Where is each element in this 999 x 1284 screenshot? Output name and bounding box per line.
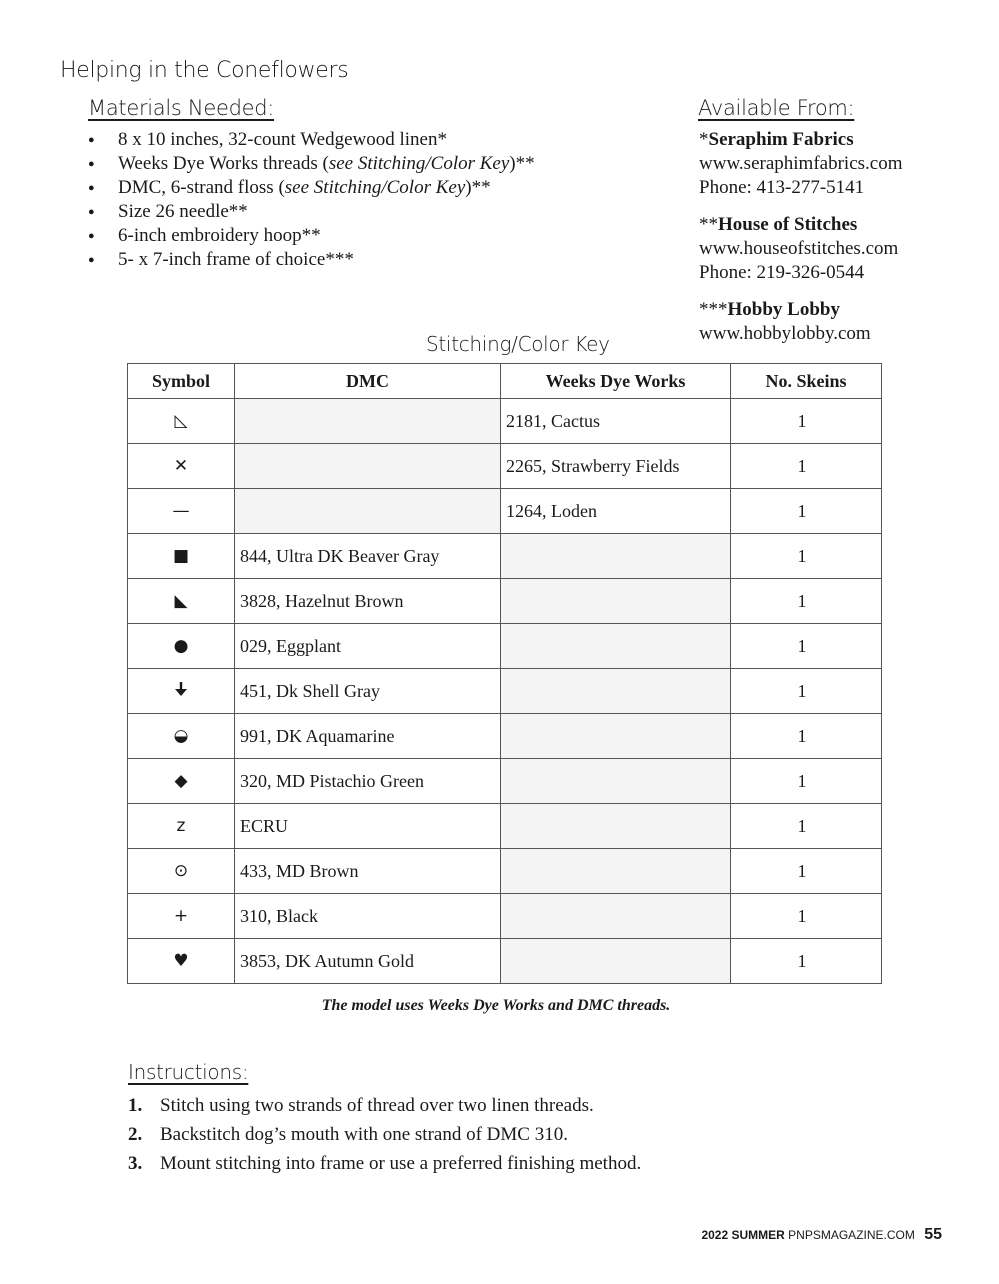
table-row xyxy=(128,669,882,714)
weeks-dye-works-cell xyxy=(501,759,731,804)
table-row xyxy=(128,804,882,849)
skeins-cell: 1 xyxy=(731,759,882,804)
step-text: Backstitch dog’s mouth with one strand of DMC 310. xyxy=(160,1124,568,1145)
source-marker: * xyxy=(699,129,709,150)
half-filled-circle-icon: ◒ xyxy=(128,714,235,759)
skeins-cell: 1 xyxy=(731,939,882,984)
materials-item: ● Weeks Dye Works threads (see Stitching/Color Key)** xyxy=(88,152,535,176)
column-header-weeks-dye-works: Weeks Dye Works xyxy=(501,364,731,399)
instructions-heading: Instructions: xyxy=(128,1060,249,1084)
table-row xyxy=(128,894,882,939)
plus-icon: + xyxy=(128,894,235,939)
weeks-dye-works-cell xyxy=(501,534,731,579)
dmc-cell: 991, DK Aquamarine xyxy=(235,714,501,759)
table-row xyxy=(128,624,882,669)
skeins-cell: 1 xyxy=(731,714,882,759)
source-name: House of Stitches xyxy=(718,214,858,235)
source-marker: ** xyxy=(699,214,718,235)
dmc-cell: 029, Eggplant xyxy=(235,624,501,669)
materials-item: ● 8 x 10 inches, 32-count Wedgewood linen* xyxy=(88,128,535,152)
color-key-heading: Stitching/Color Key xyxy=(426,332,610,356)
step-number: 3. xyxy=(128,1153,143,1174)
materials-item: ● 6-inch embroidery hoop** xyxy=(88,224,535,248)
weeks-dye-works-cell xyxy=(501,714,731,759)
page-title: Helping in the Coneflowers xyxy=(60,58,349,83)
skeins-cell: 1 xyxy=(731,624,882,669)
table-row xyxy=(128,399,882,444)
table-row xyxy=(128,759,882,804)
step-number: 1. xyxy=(128,1095,143,1116)
weeks-dye-works-cell: 2181, Cactus xyxy=(501,399,731,444)
skeins-cell: 1 xyxy=(731,894,882,939)
cross-icon: ✕ xyxy=(128,444,235,489)
source-name: Seraphim Fabrics xyxy=(708,129,854,150)
step-text: Stitch using two strands of thread over two linen threads. xyxy=(160,1095,594,1116)
skeins-cell: 1 xyxy=(731,444,882,489)
heart-icon: ♥ xyxy=(128,939,235,984)
skeins-cell: 1 xyxy=(731,534,882,579)
filled-circle-icon: ● xyxy=(128,624,235,669)
weeks-dye-works-cell xyxy=(501,939,731,984)
dmc-cell xyxy=(235,489,501,534)
weeks-dye-works-cell xyxy=(501,624,731,669)
table-row xyxy=(128,714,882,759)
instruction-step xyxy=(128,1151,641,1180)
footer-site: PNPSMAGAZINE.COM xyxy=(788,1228,915,1242)
materials-list xyxy=(88,128,535,272)
source-seraphim xyxy=(699,128,902,200)
source-phone: Phone: 413-277-5141 xyxy=(699,177,865,198)
source-url: www.houseofstitches.com xyxy=(699,238,899,259)
table-row xyxy=(128,939,882,984)
down-arrow-icon xyxy=(174,681,188,697)
table-row xyxy=(128,489,882,534)
weeks-dye-works-cell xyxy=(501,579,731,624)
diamond-icon: ◆ xyxy=(128,759,235,804)
filled-triangle-icon: ◣ xyxy=(128,579,235,624)
skeins-cell: 1 xyxy=(731,489,882,534)
down-arrow-icon xyxy=(128,669,235,714)
weeks-dye-works-cell xyxy=(501,894,731,939)
dmc-cell: 3853, DK Autumn Gold xyxy=(235,939,501,984)
weeks-dye-works-cell: 2265, Strawberry Fields xyxy=(501,444,731,489)
dmc-cell xyxy=(235,399,501,444)
source-url: www.hobbylobby.com xyxy=(699,323,871,344)
filled-square-icon: ■ xyxy=(128,534,235,579)
weeks-dye-works-cell xyxy=(501,669,731,714)
materials-item: ● 5- x 7-inch frame of choice*** xyxy=(88,248,535,272)
table-row xyxy=(128,534,882,579)
skeins-cell: 1 xyxy=(731,849,882,894)
dotted-circle-icon: ⊙ xyxy=(128,849,235,894)
table-row xyxy=(128,579,882,624)
materials-heading: Materials Needed: xyxy=(88,96,275,120)
dmc-cell: 3828, Hazelnut Brown xyxy=(235,579,501,624)
skeins-cell: 1 xyxy=(731,399,882,444)
column-header-dmc: DMC xyxy=(235,364,501,399)
source-marker: *** xyxy=(699,299,728,320)
page-number: 55 xyxy=(924,1226,942,1243)
table-row xyxy=(128,849,882,894)
skeins-cell: 1 xyxy=(731,579,882,624)
footer-issue: 2022 SUMMER xyxy=(701,1228,785,1242)
column-header-skeins: No. Skeins xyxy=(731,364,882,399)
weeks-dye-works-cell xyxy=(501,804,731,849)
source-phone: Phone: 219-326-0544 xyxy=(699,262,865,283)
instruction-step xyxy=(128,1122,641,1151)
step-text: Mount stitching into frame or use a preferred finishing method. xyxy=(160,1153,642,1174)
instruction-step xyxy=(128,1093,641,1122)
table-header-row xyxy=(128,364,882,399)
color-key-table xyxy=(127,363,882,984)
available-sources xyxy=(699,128,902,359)
weeks-dye-works-cell: 1264, Loden xyxy=(501,489,731,534)
dmc-cell: 433, MD Brown xyxy=(235,849,501,894)
skeins-cell: 1 xyxy=(731,804,882,849)
table-caption: The model uses Weeks Dye Works and DMC threads. xyxy=(321,997,671,1014)
materials-item: ● DMC, 6-strand floss (see Stitching/Color Key)** xyxy=(88,176,535,200)
dmc-cell xyxy=(235,444,501,489)
source-url: www.seraphimfabrics.com xyxy=(699,153,903,174)
dash-icon: — xyxy=(128,489,235,534)
materials-item: ● Size 26 needle** xyxy=(88,200,535,224)
dmc-cell: 310, Black xyxy=(235,894,501,939)
instructions-list xyxy=(128,1093,641,1180)
letter-z-icon: z xyxy=(128,804,235,849)
available-heading: Available From: xyxy=(698,96,855,120)
dmc-cell: 451, Dk Shell Gray xyxy=(235,669,501,714)
skeins-cell: 1 xyxy=(731,669,882,714)
source-name: Hobby Lobby xyxy=(727,299,840,320)
table-row xyxy=(128,444,882,489)
weeks-dye-works-cell xyxy=(501,849,731,894)
page-footer xyxy=(701,1226,942,1244)
dmc-cell: 320, MD Pistachio Green xyxy=(235,759,501,804)
triangle-outline-icon: ◺ xyxy=(128,399,235,444)
column-header-symbol: Symbol xyxy=(128,364,235,399)
dmc-cell: 844, Ultra DK Beaver Gray xyxy=(235,534,501,579)
source-house-of-stitches xyxy=(699,213,902,285)
dmc-cell: ECRU xyxy=(235,804,501,849)
step-number: 2. xyxy=(128,1124,143,1145)
source-hobby-lobby xyxy=(699,298,902,346)
